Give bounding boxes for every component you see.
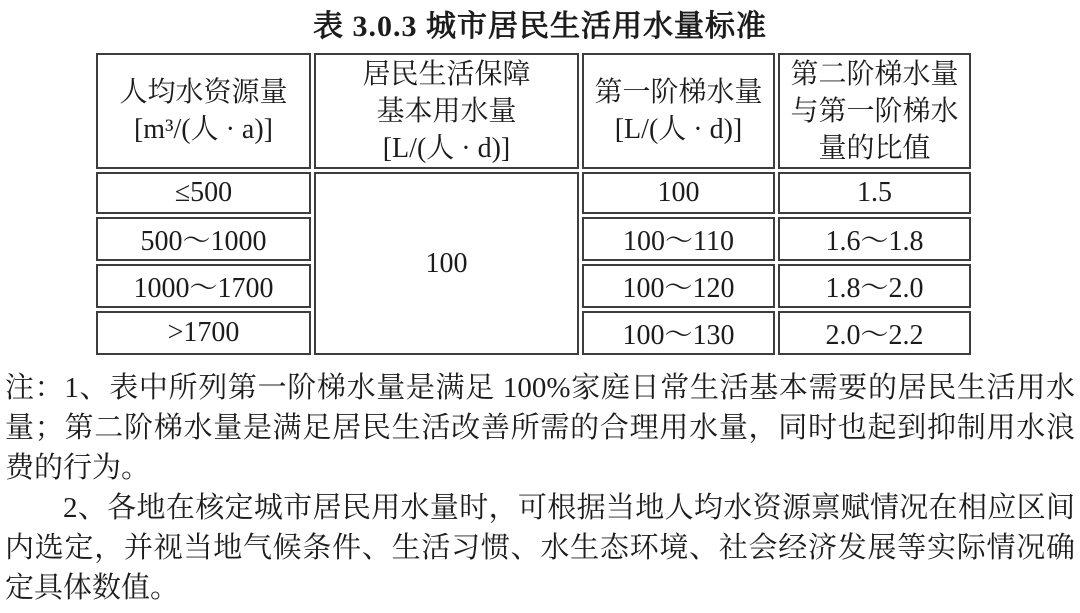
header-row (96, 53, 971, 169)
cell-first-tier: 100～130 (582, 311, 775, 355)
cell-resource-range: 500～1000 (96, 217, 311, 261)
header-first-tier-water (582, 53, 775, 169)
header-line: 居民生活保障 (362, 58, 531, 90)
cell-ratio: 1.6～1.8 (778, 217, 971, 261)
cell-basic-water-merged: 100 (314, 172, 579, 355)
cell-ratio: 1.5 (778, 172, 971, 214)
header-line: 第二阶梯水量 (790, 58, 959, 90)
header-line: 第一阶梯水量 (594, 77, 763, 108)
header-second-to-first-tier-ratio (778, 53, 971, 169)
table-notes (0, 358, 1080, 608)
cell-first-tier: 100～120 (582, 264, 775, 308)
cell-resource-range: ≤500 (96, 172, 311, 214)
header-line: 基本用水量 (376, 95, 517, 127)
header-unit: [L/(人 · d)] (614, 114, 743, 145)
table-row (96, 172, 971, 214)
header-line: 与第一阶梯水 (790, 95, 959, 127)
header-basic-guarantee-water (314, 53, 579, 169)
header-unit: [m³/(人 · a)] (133, 114, 273, 145)
header-per-capita-water-resources (96, 53, 311, 169)
water-consumption-standard-table (93, 50, 974, 358)
cell-ratio: 1.8～2.0 (778, 264, 971, 308)
note-2: 2、各地在核定城市居民用水量时，可根据当地人均水资源禀赋情况在相应区间内选定，并视当地气候条件、生活习惯、水生态环境、社会经济发展等实际情况确定具体数值。 (5, 492, 1075, 604)
header-line: 人均水资源量 (119, 77, 288, 108)
header-line: 量的比值 (818, 132, 931, 164)
cell-first-tier: 100 (582, 172, 775, 214)
header-unit: [L/(人 · d)] (382, 132, 511, 164)
cell-resource-range: >1700 (96, 311, 311, 355)
cell-resource-range: 1000～1700 (96, 264, 311, 308)
cell-ratio: 2.0～2.2 (778, 311, 971, 355)
note-1: 注：1、表中所列第一阶梯水量是满足 100%家庭日常生活基本需要的居民生活用水量；第二阶梯水量是满足居民生活改善所需的合理用水量，同时也起到抑制用水浪费的行为。 (5, 372, 1075, 484)
cell-first-tier: 100～110 (582, 217, 775, 261)
table-title: 表 3.0.3 城市居民生活用水量标准 (313, 10, 767, 43)
